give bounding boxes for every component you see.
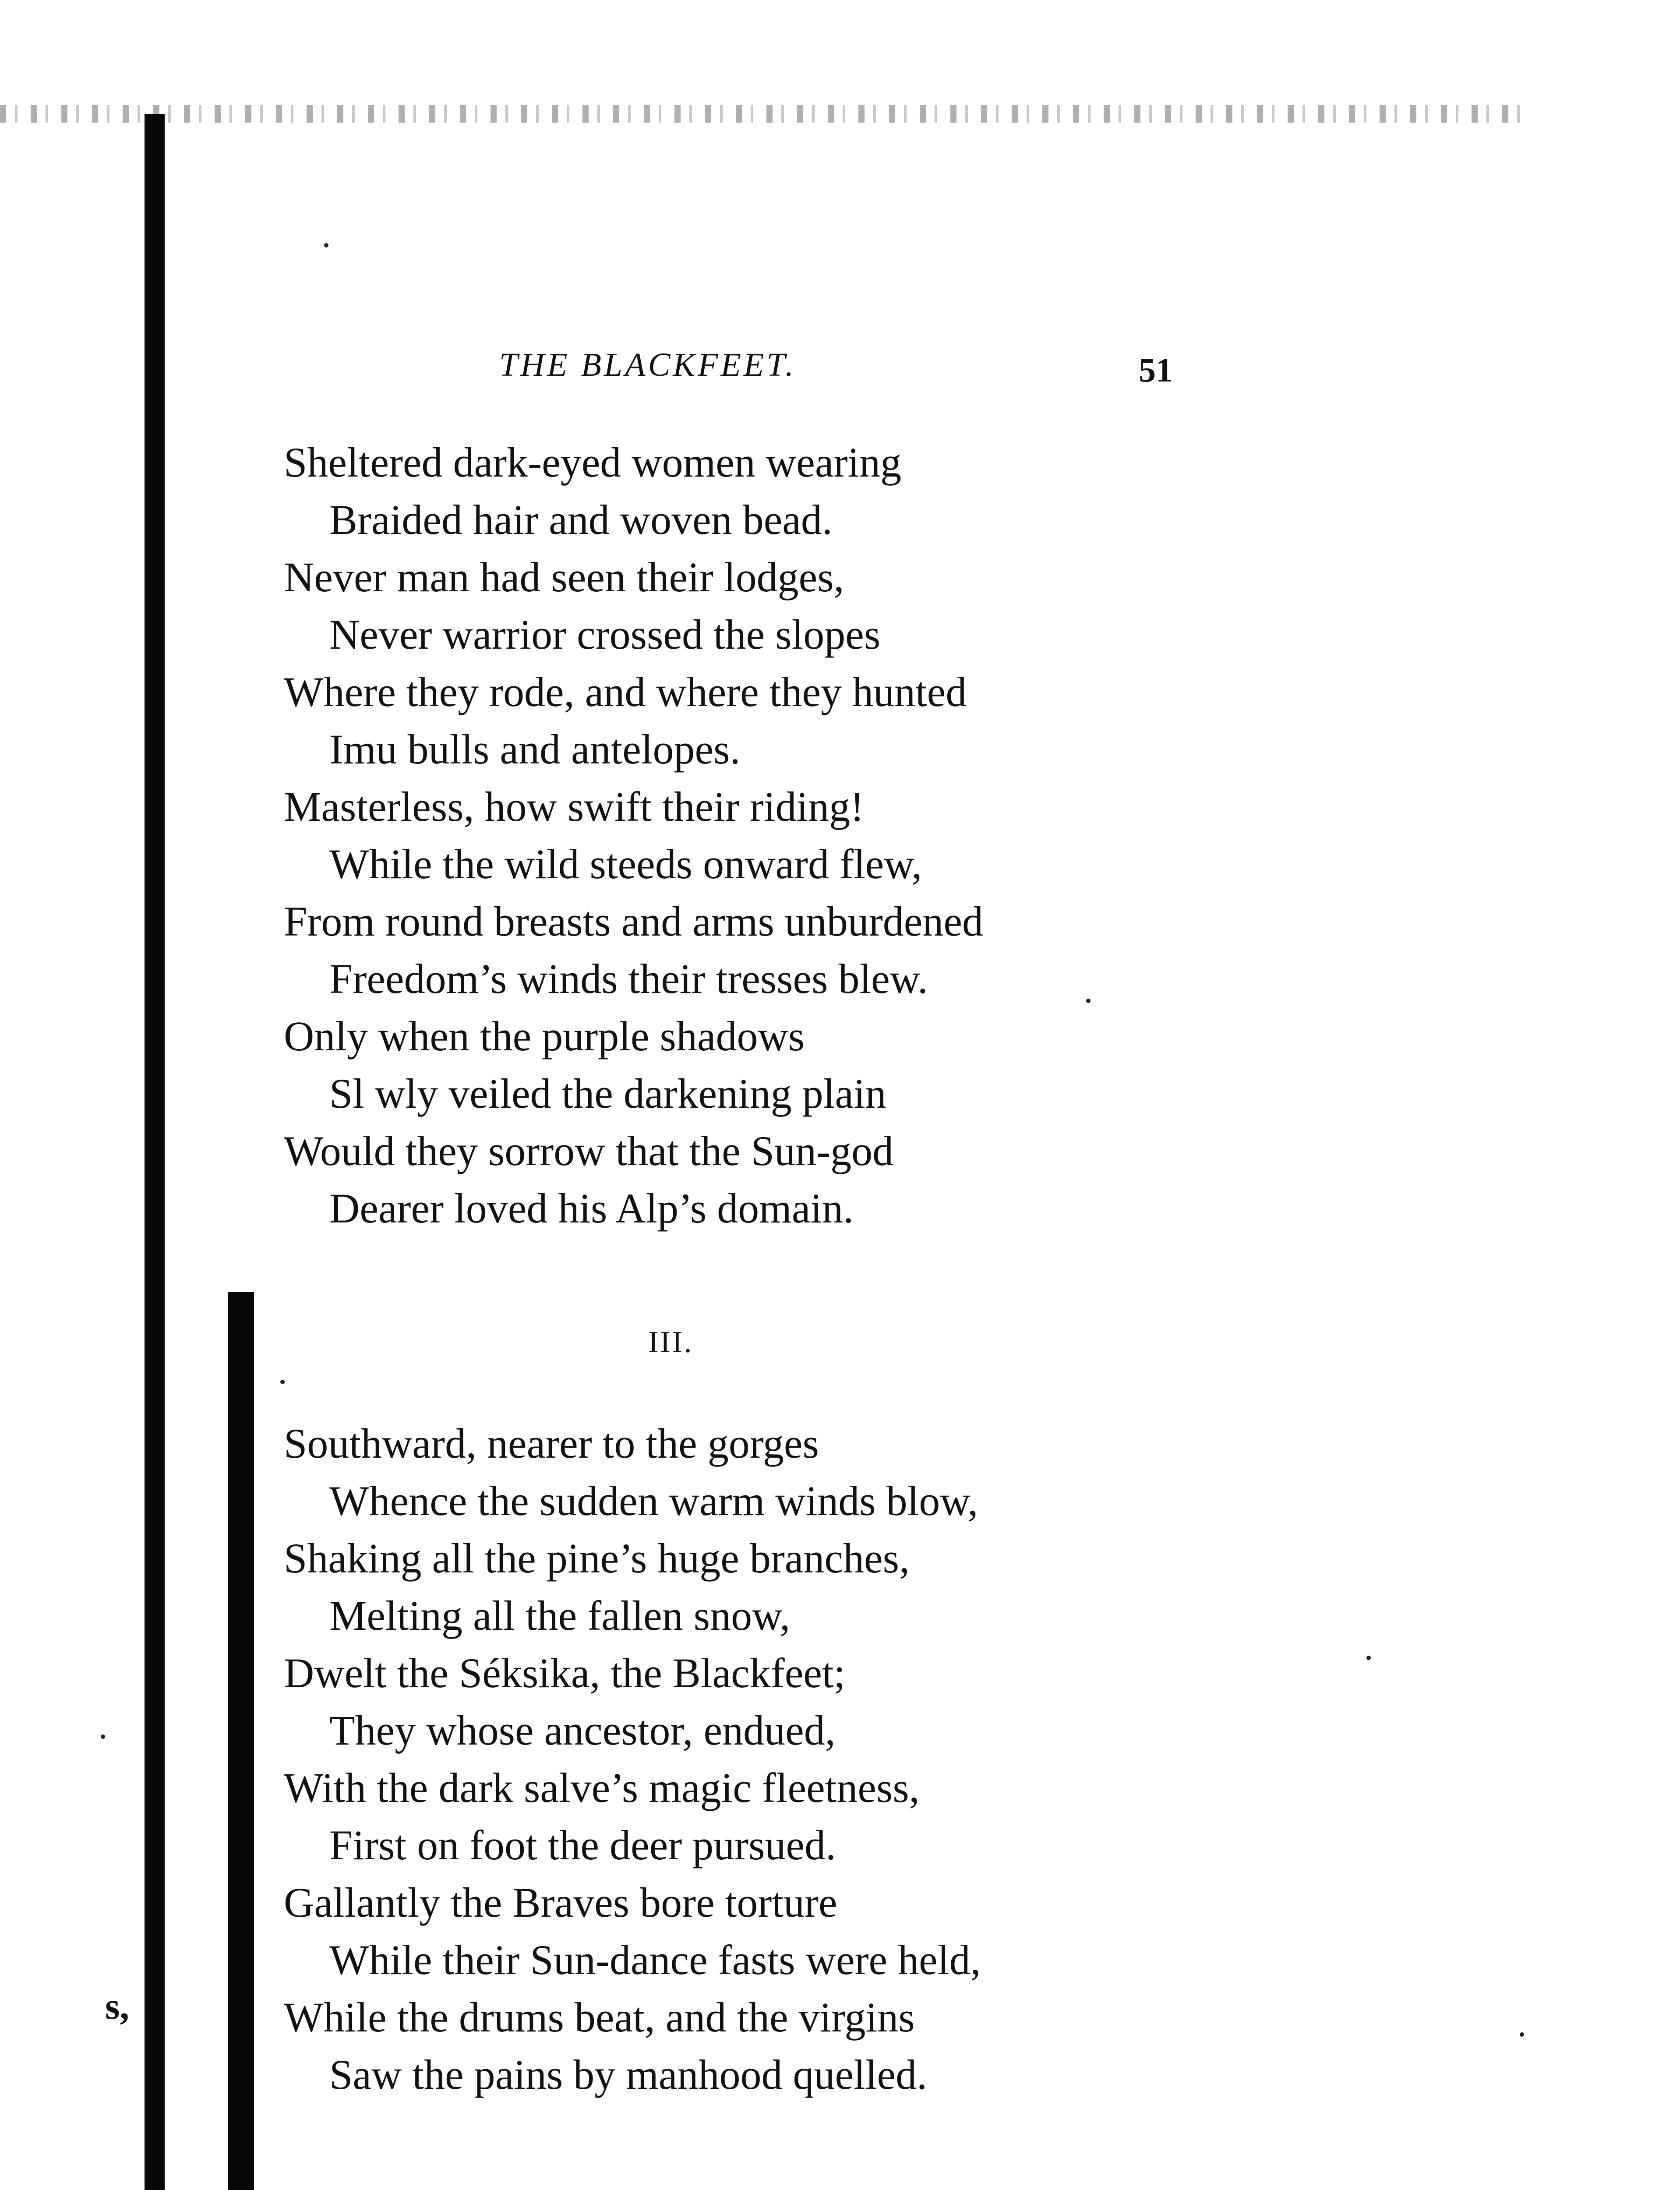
verse-line: Gallantly the Braves bore torture xyxy=(284,1879,837,1926)
section-numeral: III. xyxy=(648,1325,694,1359)
verse-line: Saw the pains by manhood quelled. xyxy=(329,2051,928,2098)
verse-line: Whence the sudden warm winds blow, xyxy=(329,1477,978,1524)
verse-line: From round breasts and arms unburdened xyxy=(284,898,983,945)
ink-speck xyxy=(1366,1656,1371,1660)
verse-line: Only when the purple shadows xyxy=(284,1013,805,1060)
ink-speck xyxy=(280,1380,285,1384)
gutter-shadow-lower xyxy=(228,1292,254,2190)
verse-line: Never man had seen their lodges, xyxy=(284,554,844,600)
verse-line: Would they sorrow that the Sun-god xyxy=(284,1127,894,1174)
verse-line: They whose ancestor, endued, xyxy=(329,1707,836,1754)
verse-line: Dearer loved his Alp’s domain. xyxy=(329,1185,854,1232)
stanza-section-ii xyxy=(284,434,983,1237)
verse-line: Shaking all the pine’s huge branches, xyxy=(284,1535,910,1582)
verse-line: While the drums beat, and the virgins xyxy=(284,1994,915,2041)
verse-line: Sl wly veiled the darkening plain xyxy=(329,1070,886,1117)
verse-line: Southward, nearer to the gorges xyxy=(284,1420,819,1467)
verse-line: With the dark salve’s magic fleetness, xyxy=(284,1764,920,1811)
ink-speck xyxy=(324,243,328,247)
stanza-section-iii xyxy=(284,1415,981,2103)
verse-line: Masterless, how swift their riding! xyxy=(284,783,865,830)
ink-speck xyxy=(101,1734,105,1739)
verse-line: Freedom’s winds their tresses blew. xyxy=(329,955,928,1002)
gutter-shadow xyxy=(145,114,165,2190)
margin-bleed-fragment: s, xyxy=(105,1985,129,2027)
verse-line: Where they rode, and where they hunted xyxy=(284,668,967,715)
page-number: 51 xyxy=(1139,351,1173,389)
verse-line: First on foot the deer pursued. xyxy=(329,1822,836,1869)
ink-speck xyxy=(1520,2032,1524,2037)
verse-line: Dwelt the Séksika, the Blackfeet; xyxy=(284,1650,846,1696)
verse-line: Imu bulls and antelopes. xyxy=(329,726,741,773)
ink-speck xyxy=(1086,999,1091,1003)
verse-line: Sheltered dark-eyed women wearing xyxy=(284,439,902,486)
verse-line: Melting all the fallen snow, xyxy=(329,1592,791,1639)
verse-line: While the wild steeds onward flew, xyxy=(329,841,922,887)
verse-line: Never warrior crossed the slopes xyxy=(329,611,881,658)
running-title: THE BLACKFEET. xyxy=(499,346,796,383)
top-page-edge xyxy=(0,105,1533,123)
verse-line: While their Sun-dance fasts were held, xyxy=(329,1936,981,1983)
verse-line: Braided hair and woven bead. xyxy=(329,496,833,543)
